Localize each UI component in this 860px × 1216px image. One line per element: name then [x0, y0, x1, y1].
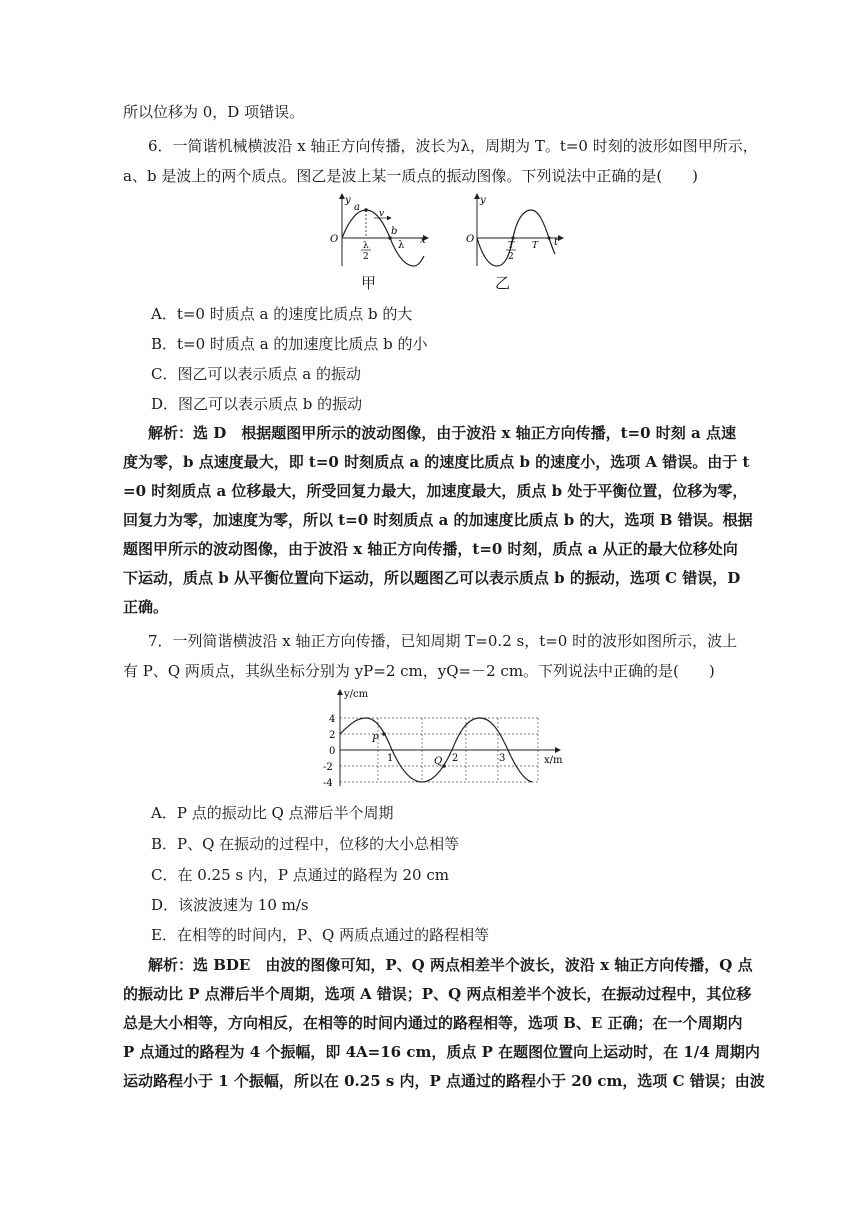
- y-tick-2: 2: [329, 730, 336, 741]
- y-axis-label: y: [345, 195, 351, 206]
- option-6b: B．t=0 时质点 a 的加速度比质点 b 的小: [151, 335, 428, 353]
- figure-7-wave: [318, 686, 578, 796]
- y-axis-label: y: [480, 195, 486, 206]
- half-T-den: 2: [508, 252, 514, 262]
- text-line: 所以位移为 0，D 项错误。: [123, 103, 305, 121]
- lambda-label: λ: [398, 240, 405, 251]
- option-7c: C．在 0.25 s 内，P 点通过的路程为 20 cm: [151, 866, 449, 884]
- solution-7-line-4: P 点通过的路程为 4 个振幅，即 4A=16 cm，质点 P 在题图位置向上运动时，在 1/4 周期内: [123, 1043, 760, 1061]
- option-6d: D．图乙可以表示质点 b 的振动: [151, 395, 363, 413]
- label-q: Q: [434, 756, 443, 767]
- solution-7-line-5: 运动路程小于 1 个振幅，所以在 0.25 s 内，P 点通过的路程小于 20 cm，选项 C 错误；由波: [123, 1072, 765, 1090]
- caption-jia: 甲: [361, 274, 377, 292]
- origin-label: O: [466, 234, 475, 245]
- T-label: T: [532, 241, 539, 251]
- y-tick-neg2: -2: [323, 762, 333, 773]
- option-7e: E．在相等的时间内，P、Q 两质点通过的路程相等: [151, 926, 490, 944]
- label-a: a: [354, 202, 360, 213]
- question-7-line-2: 有 P、Q 两质点，其纵坐标分别为 yP=2 cm，yQ=－2 cm。下列说法中正确的是( ): [123, 662, 715, 680]
- solution-6-line-4: 回复力为零，加速度为零，所以 t=0 时刻质点 a 的加速度比质点 b 的大，选项 B 错误。根据: [123, 511, 753, 529]
- option-7a: A．P 点的振动比 Q 点滞后半个周期: [151, 804, 394, 822]
- solution-6-line-6: 下运动，质点 b 从平衡位置向下运动，所以题图乙可以表示质点 b 的振动，选项 C 错误，D: [123, 569, 741, 587]
- solution-6-line-2: 度为零，b 点速度最大，即 t=0 时刻质点 a 的速度比质点 b 的速度小，选项 A 错误。由于 t: [123, 453, 750, 471]
- label-v: v: [379, 209, 385, 219]
- y-tick-0: 0: [329, 746, 336, 757]
- option-6a: A．t=0 时质点 a 的速度比质点 b 的大: [151, 305, 413, 323]
- y-tick-4: 4: [329, 714, 336, 725]
- half-T-num: T: [508, 241, 515, 251]
- question-7-line-1: 7．一列简谐横波沿 x 轴正方向传播，已知周期 T=0.2 s，t=0 时的波形如图所示，波上: [148, 632, 738, 650]
- point-a: [364, 208, 368, 212]
- solution-6-line-7: 正确。: [123, 598, 169, 616]
- label-p: P: [372, 734, 379, 745]
- origin-label: O: [330, 234, 339, 245]
- point-q: [442, 764, 446, 768]
- x-tick-3: 3: [499, 753, 506, 764]
- x-axis-label: x: [420, 235, 426, 246]
- solution-7-line-1: 解析：选 BDE 由波的图像可知，P、Q 两点相差半个波长，波沿 x 轴正方向传播，Q 点: [148, 956, 753, 974]
- solution-6-line-1: 解析：选 D 根据题图甲所示的波动图像，由于波沿 x 轴正方向传播，t=0 时刻 a 点速: [148, 424, 736, 442]
- solution-6-line-5: 题图甲所示的波动图像，由于波沿 x 轴正方向传播，t=0 时刻，质点 a 从正的最大位移处向: [123, 540, 738, 558]
- x-tick-1: 1: [387, 753, 394, 764]
- y-axis-label: y/cm: [344, 689, 369, 700]
- option-7b: B．P、Q 在振动的过程中，位移的大小总相等: [151, 835, 460, 853]
- option-7d: D．该波波速为 10 m/s: [151, 896, 309, 914]
- solution-7-line-2: 的振动比 P 点滞后半个周期，选项 A 错误；P、Q 两点相差半个波长，在振动过程中，其位移: [123, 985, 752, 1003]
- x-tick-2: 2: [452, 753, 459, 764]
- question-6-line-2: a、b 是波上的两个质点。图乙是波上某一质点的振动图像。下列说法中正确的是( ): [123, 167, 699, 185]
- half-lambda-den: 2: [363, 252, 369, 262]
- question-6-line-1: 6．一简谐机械横波沿 x 轴正方向传播，波长为λ，周期为 T。t=0 时刻的波形如图甲所示，: [148, 137, 758, 155]
- caption-yi: 乙: [495, 274, 511, 292]
- label-b: b: [391, 226, 398, 237]
- y-tick-neg4: -4: [323, 778, 333, 789]
- x-axis-label: x/m: [544, 755, 563, 766]
- point-p: [382, 732, 386, 736]
- option-6c: C．图乙可以表示质点 a 的振动: [151, 365, 361, 383]
- half-lambda-num: λ: [363, 241, 369, 251]
- t-axis-label: t: [554, 237, 559, 248]
- solution-7-line-3: 总是大小相等，方向相反，在相等的时间内通过的路程相等，选项 B、E 正确；在一个周期内: [123, 1014, 743, 1032]
- solution-6-line-3: =0 时刻质点 a 位移最大，所受回复力最大，加速度最大，质点 b 处于平衡位置，位移为零，: [123, 482, 748, 500]
